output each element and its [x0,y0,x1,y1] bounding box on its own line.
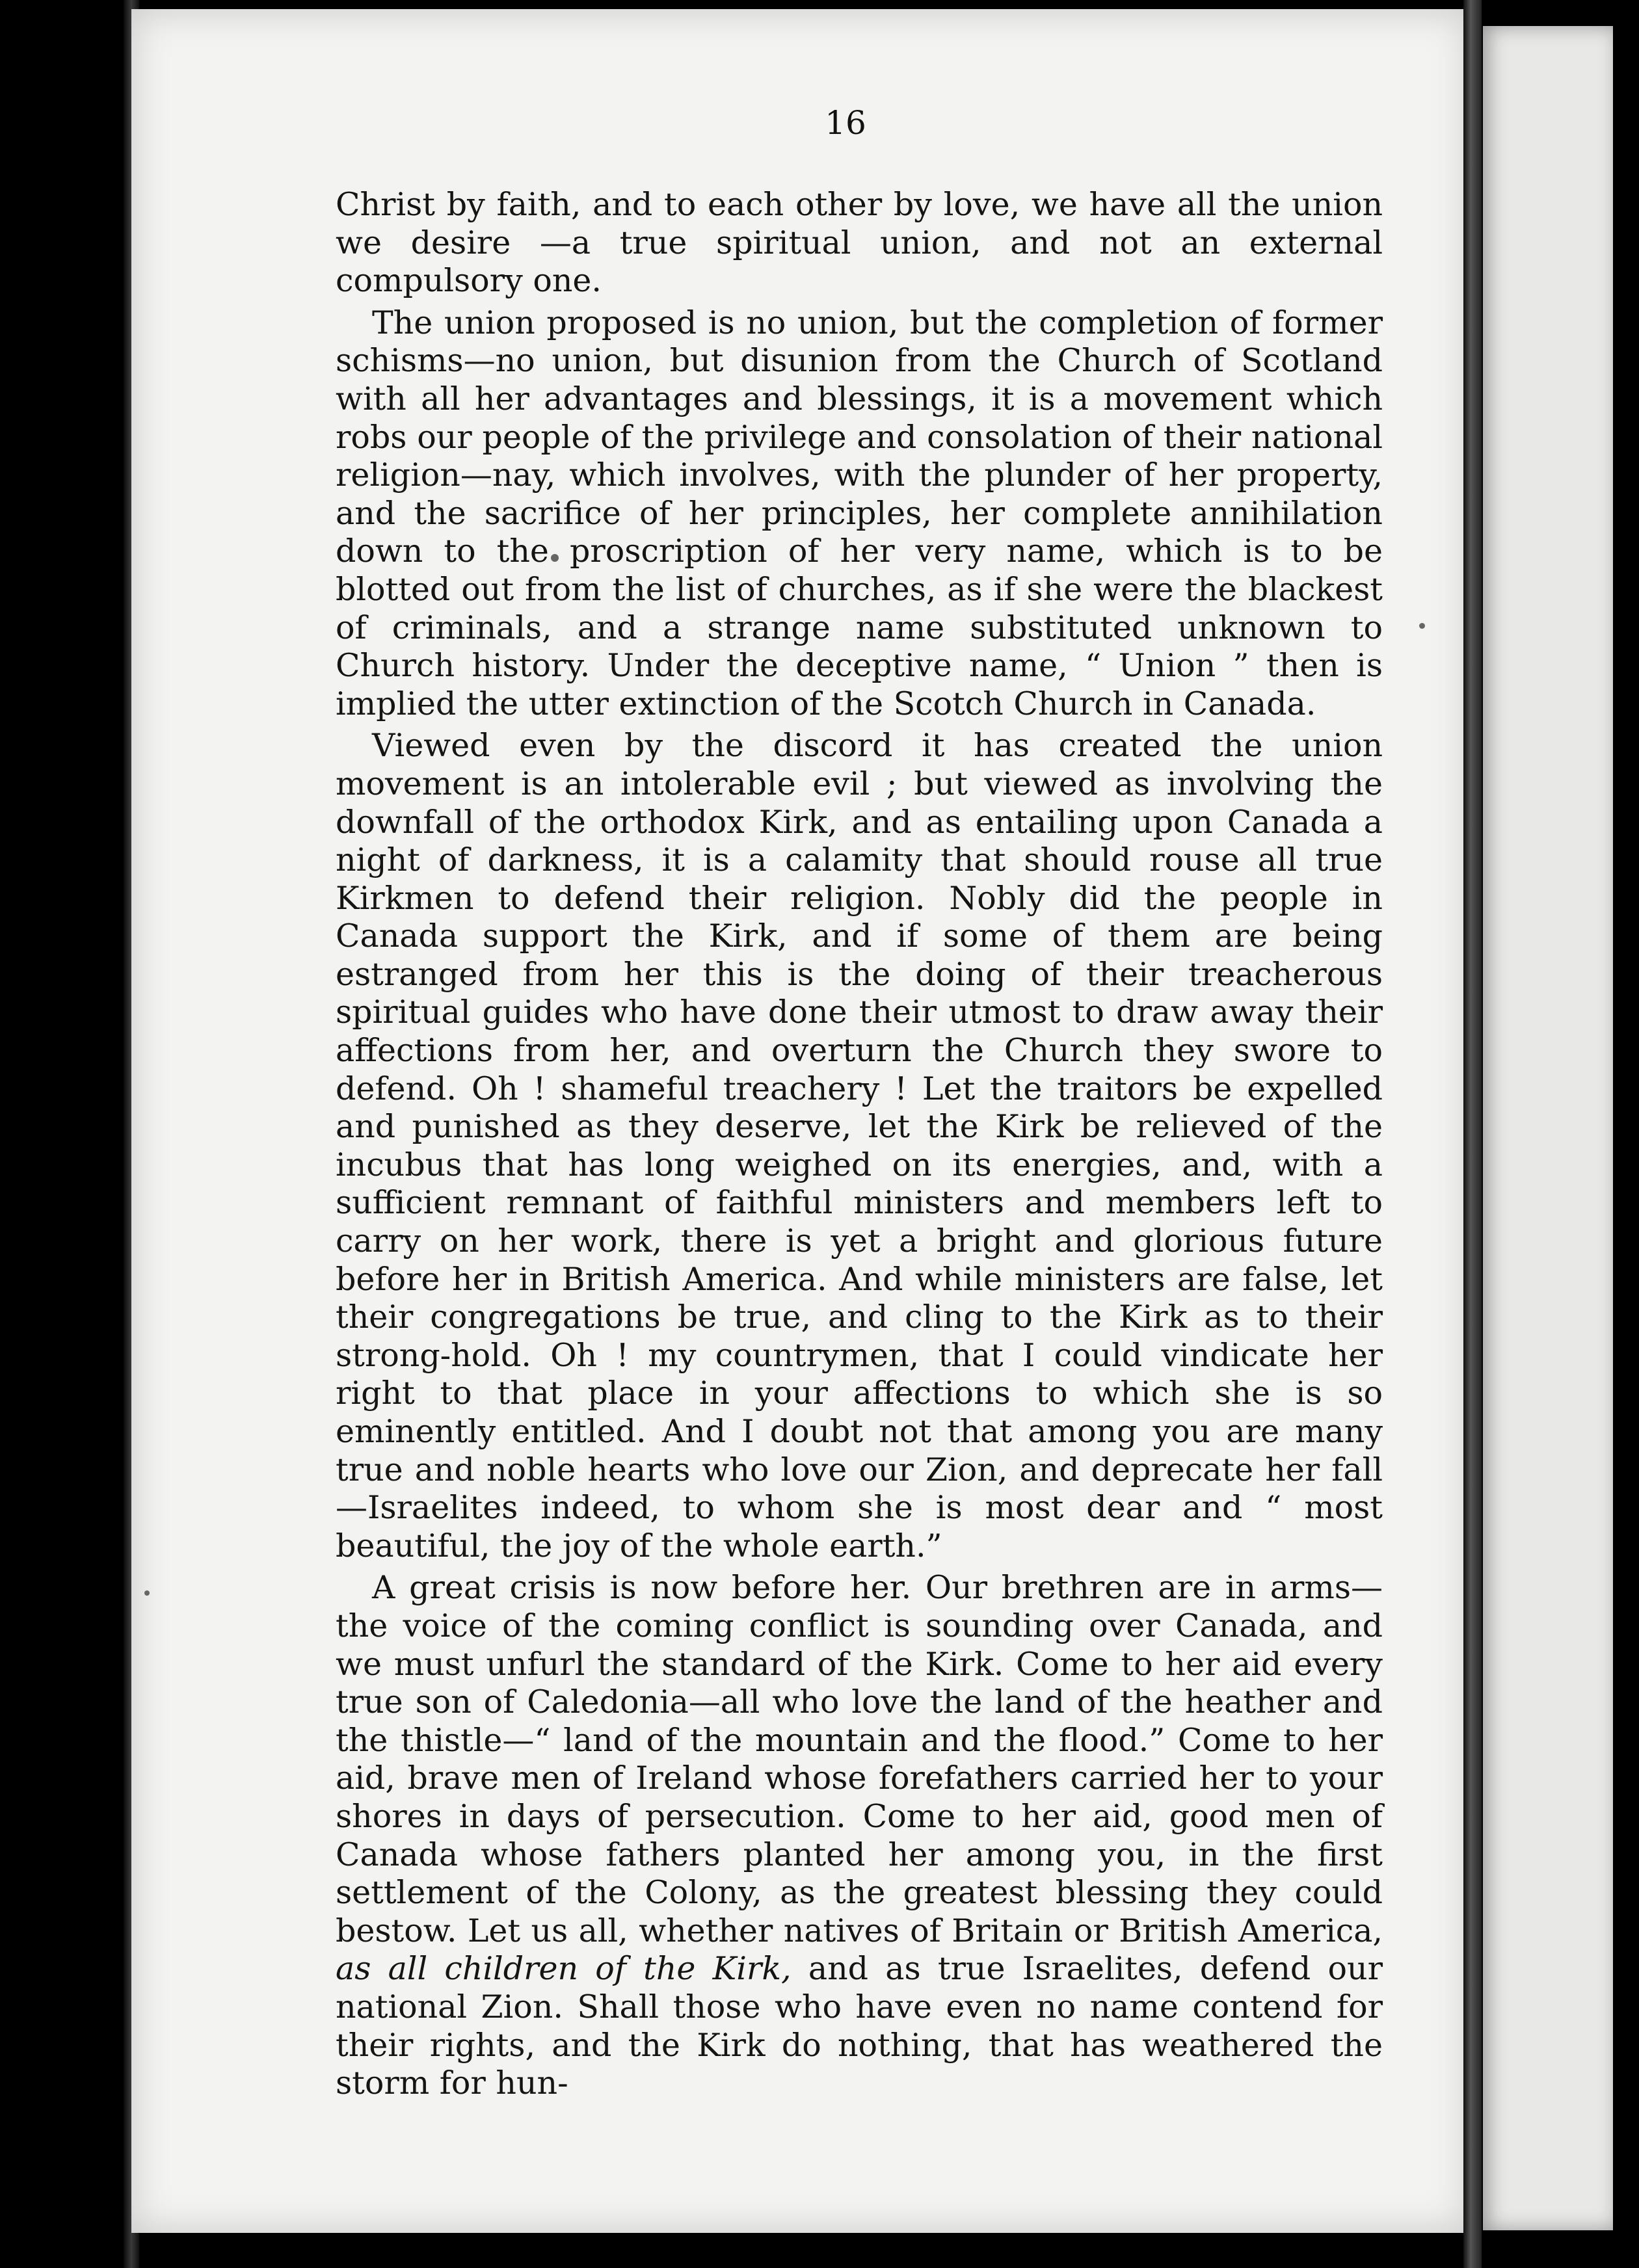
scan-speck [1419,623,1425,629]
body-text [336,186,1383,2107]
page-number: 16 [825,104,866,142]
italic-text: as all children of the Kirk, [336,1950,792,1988]
paragraph-text: A great crisis is now before her. Our brethren are in arms—the voice of the coming conflict is sounding over Canada, and we must unfurl the standard of the Kirk. Come to her aid every true son of Caledonia—all who love the land of the heather and the thistle—“ land of the mountain and the flood.” Come to her aid, brave men of Ireland whose forefathers carried her to your shores in days of persecution. Come to her aid, good men of Canada whose fathers planted her among you, in the first settlement of the Colony, as the greatest blessing they could bestow. Let us all, whether natives of Britain or British America, [336,1569,1383,1949]
paragraph [336,1569,1383,2102]
paragraph [336,304,1383,724]
paragraph-text: Christ by faith, and to each other by love, we have all the union we desire —a true spiritual union, and not an external compulsory one. [336,186,1383,300]
paragraph-text: The union proposed is no union, but the completion of former schisms—no union, but disunion from the Church of Scotland with all her advantages and blessings, it is a movement which robs our people of the privilege and consolation of their national religion—nay, which involves, with the plunder of her property, and the sacrifice of her principles, her complete annihilation down to the proscription of her very name, which is to be blotted out from the list of churches, as if she were the blackest of criminals, and a strange name substituted unknown to Church history. Under the deceptive name, “ Union ” then is implied the utter extinction of the Scotch Church in Canada. [336,304,1383,722]
scan-speck [144,1590,150,1596]
paragraph [336,727,1383,1565]
adjacent-page-edge [1483,26,1613,2230]
page-right-shadow [1463,0,1482,2268]
paragraph-text: Viewed even by the discord it has created the union movement is an intolerable evil ; but viewed as involving the downfall of the orthodox Kirk, and as entailing upon Canada a night of darkness, it is a calamity that should rouse all true Kirkmen to defend their religion. Nobly did the people in Canada support the Kirk, and if some of them are being estranged from her this is the doing of their treacherous spiritual guides who have done their utmost to draw away their affections from her, and overturn the Church they swore to defend. Oh ! shameful treachery ! Let the traitors be expelled and punished as they deserve, let the Kirk be relieved of the incubus that has long weighed on its energies, and, with a sufficient remnant of faithful ministers and members left to carry on her work, there is yet a bright and glorious future before her in British America. And while ministers are false, let their congregations be true, and cling to the Kirk as to their strong-hold. Oh ! my countrymen, that I could vindicate her right to that place in your affections to which she is so eminently entitled. And I doubt not that among you are many true and noble hearts who love our Zion, and deprecate her fall—Israelites indeed, to whom she is most dear and “ most beautiful, the joy of the whole earth.” [336,727,1383,1564]
paragraph-text: and as true Israelites, defend our national Zion. Shall those who have even no name contend for their rights, and the Kirk do nothing, that has weathered the storm for hun- [336,1950,1383,2102]
paragraph [336,186,1383,300]
